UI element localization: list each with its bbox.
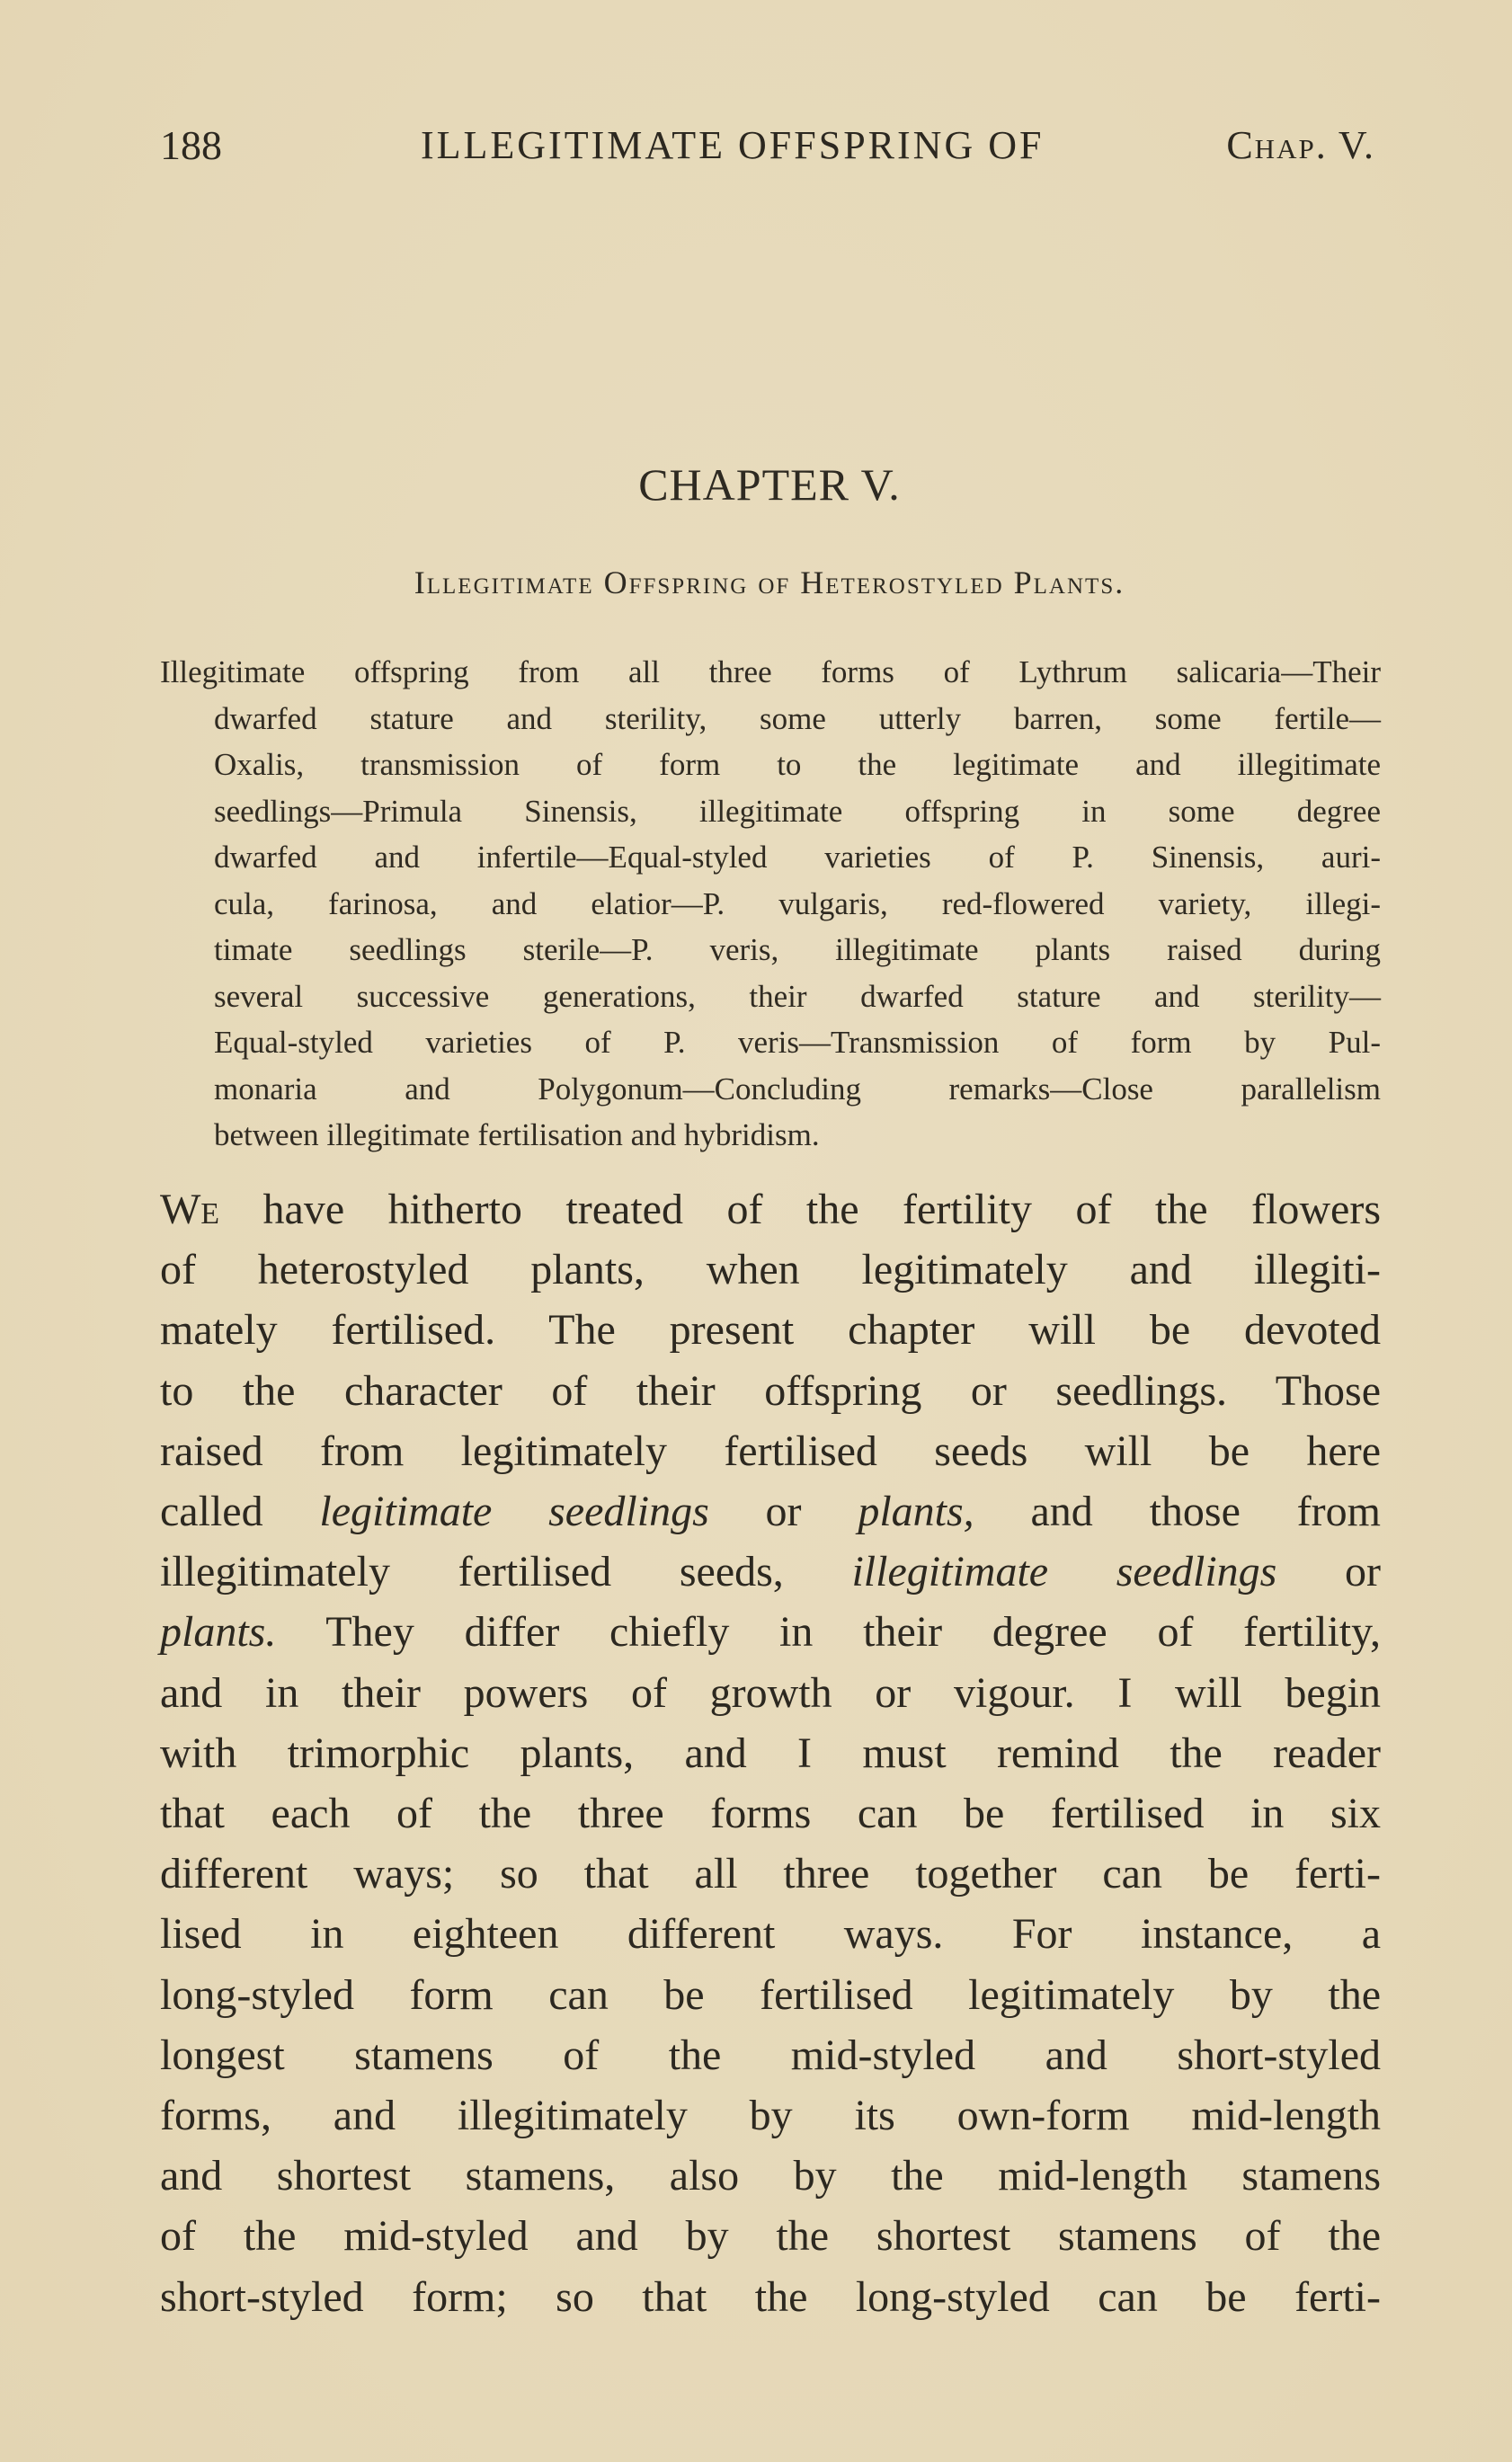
body-text-span: and those from xyxy=(974,1488,1381,1536)
italic-term: legitimate seedlings xyxy=(319,1488,709,1536)
summary-line: Oxalis, transmission of form to the legitimate and illegitimate xyxy=(214,747,1381,782)
summary-line: monaria and Polygonum—Concluding remarks—Close parallelism xyxy=(214,1071,1381,1107)
body-line: lised in eighteen different ways. For instance, a xyxy=(160,1910,1381,1959)
body-line xyxy=(160,1602,1381,1662)
italic-term: plants, xyxy=(858,1488,974,1536)
summary-line: between illegitimate fertilisation and hybridism. xyxy=(214,1117,820,1152)
body-text-span: illegitimately fertilised seeds, xyxy=(160,1548,852,1596)
body-paragraph xyxy=(160,1179,1381,2327)
body-line xyxy=(160,1481,1381,1542)
running-head-chapter: Chap. V. xyxy=(1226,123,1375,167)
body-line: of the mid-styled and by the shortest stamens of the xyxy=(160,2212,1381,2261)
chapter-summary xyxy=(160,649,1381,1159)
summary-line: seedlings—Primula Sinensis, illegitimate offspring in some degree xyxy=(214,793,1381,829)
body-line: with trimorphic plants, and I must remind the reader xyxy=(160,1729,1381,1777)
body-text-span: or xyxy=(1276,1548,1382,1596)
body-line: that each of the three forms can be fertilised in six xyxy=(160,1790,1381,1838)
body-line: forms, and illegitimately by its own-form mid-length xyxy=(160,2092,1381,2140)
opening-word: We xyxy=(160,1186,220,1233)
body-text-span: called xyxy=(160,1488,320,1536)
body-line: short-styled form; so that the long-styled can be ferti- xyxy=(160,2272,1381,2321)
page-number: 188 xyxy=(160,122,222,168)
body-line xyxy=(160,1179,1381,1240)
body-line: different ways; so that all three together can be ferti- xyxy=(160,1850,1381,1898)
summary-line: dwarfed and infertile—Equal-styled varieties of P. Sinensis, auri- xyxy=(214,840,1381,875)
body-line xyxy=(160,1542,1381,1602)
body-text-span: have hitherto treated of the fertility of the flowers xyxy=(219,1186,1381,1233)
body-line: and shortest stamens, also by the mid-length stamens xyxy=(160,2152,1381,2200)
body-line: long-styled form can be fertilised legitimately by the xyxy=(160,1970,1381,2019)
body-line: raised from legitimately fertilised seeds will be here xyxy=(160,1427,1381,1475)
summary-line: several successive generations, their dwarfed stature and sterility— xyxy=(214,978,1381,1014)
body-text-span: or xyxy=(708,1488,858,1536)
chapter-subtitle: Illegitimate Offspring of Heterostyled Plants. xyxy=(414,564,1125,600)
italic-term: illegitimate seedlings xyxy=(851,1548,1277,1596)
body-line: to the character of their offspring or seedlings. Those xyxy=(160,1366,1381,1415)
body-line: and in their powers of growth or vigour. I will begin xyxy=(160,1668,1381,1717)
italic-term: plants. xyxy=(160,1608,277,1657)
summary-line: dwarfed stature and sterility, some utterly barren, some fertile— xyxy=(214,700,1381,736)
body-line: of heterostyled plants, when legitimately and illegiti- xyxy=(160,1246,1381,1294)
body-line: longest stamens of the mid-styled and short-styled xyxy=(160,2031,1381,2079)
summary-line: timate seedlings sterile—P. veris, illegitimate plants raised during xyxy=(214,932,1381,967)
body-line: mately fertilised. The present chapter will be devoted xyxy=(160,1306,1381,1355)
running-head-title: ILLEGITIMATE OFFSPRING OF xyxy=(421,123,1045,167)
summary-line: Illegitimate offspring from all three forms of Lythrum salicaria—Their xyxy=(160,654,1381,689)
running-head xyxy=(160,119,1375,173)
body-text-span: They differ chiefly in their degree of fertility, xyxy=(276,1608,1381,1657)
chapter-title: CHAPTER V. xyxy=(638,459,901,510)
summary-line: cula, farinosa, and elatior—P. vulgaris, red-flowered variety, illegi- xyxy=(214,885,1381,921)
summary-line: Equal-styled varieties of P. veris—Transmission of form by Pul- xyxy=(214,1025,1381,1060)
